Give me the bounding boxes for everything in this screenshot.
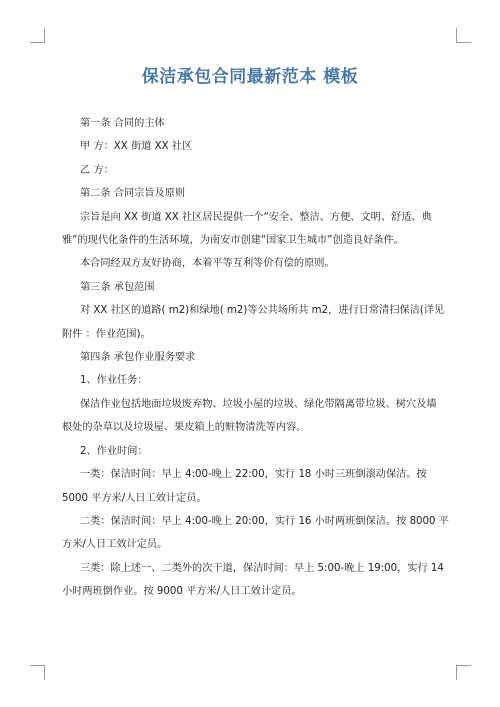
class-2-line-1: 二类：保洁时间：早上 4:00-晚上 20:00，实行 16 小时两班倒保洁。按 8000 平 <box>80 515 449 527</box>
task-line-1: 保洁作业包括地面垃圾废弃物、垃圾小屋的垃圾、绿化带隔离带垃圾、树穴及墙 <box>80 398 437 410</box>
article-4-heading: 第四条 承包作业服务要求 <box>80 352 196 364</box>
scope-line-2: 附件 ：作业范围)。 <box>62 328 151 340</box>
principle-line: 本合同经双方友好协商，本着平等互利等价有偿的原则。 <box>80 258 335 270</box>
article-1-heading: 第一条 合同的主体 <box>80 118 165 129</box>
time-heading: 2、作业时间： <box>80 445 148 457</box>
scope-line-1: 对 XX 社区的道路( m2)和绿地( m2)等公共场所共 m2，进行日常清扫保洁(详见 <box>80 305 445 317</box>
class-3-line-1: 三类：除上述一、二类外的次干道，保洁时间：早上 5:00-晚上 19:00，实行 14 <box>80 562 444 574</box>
party-a-line: 甲 方：XX 街道 XX 社区 <box>80 141 193 153</box>
task-heading: 1、作业任务： <box>80 375 148 387</box>
article-3-heading: 第三条 承包范围 <box>80 281 155 293</box>
document-title: 保洁承包合同最新范本 模板 <box>141 67 359 87</box>
crop-mark-bottom-left <box>30 665 45 680</box>
crop-mark-top-right <box>456 28 471 43</box>
class-2-line-2: 方米/人日工效计定员。 <box>62 539 168 551</box>
party-b-line: 乙 方： <box>80 164 114 176</box>
purpose-line-2: 雅”的现代化条件的生活环境，为南安市创建“国家卫生城市”创造良好条件。 <box>62 235 404 247</box>
document-body <box>62 112 449 604</box>
crop-mark-top-left <box>30 28 45 43</box>
purpose-line-1: 宗旨是向 XX 街道 XX 社区居民提供一个“安全、整洁、方便、文明、舒适、典 <box>80 211 432 223</box>
task-line-2: 根处的杂草以及垃圾屋、果皮箱上的赃物清洗等内容。 <box>62 422 307 434</box>
class-1-line-1: 一类：保洁时间：早上 4:00-晚上 22:00，实行 18 小时三班倒滚动保洁。按 <box>80 469 427 481</box>
crop-mark-bottom-right <box>456 665 471 680</box>
article-2-heading: 第二条 合同宗旨及原则 <box>80 188 186 200</box>
class-1-line-2: 5000 平方米/人日工效计定员。 <box>62 492 207 504</box>
class-3-line-2: 小时两班倒作业。按 9000 平方米/人日工效计定员。 <box>62 586 302 598</box>
